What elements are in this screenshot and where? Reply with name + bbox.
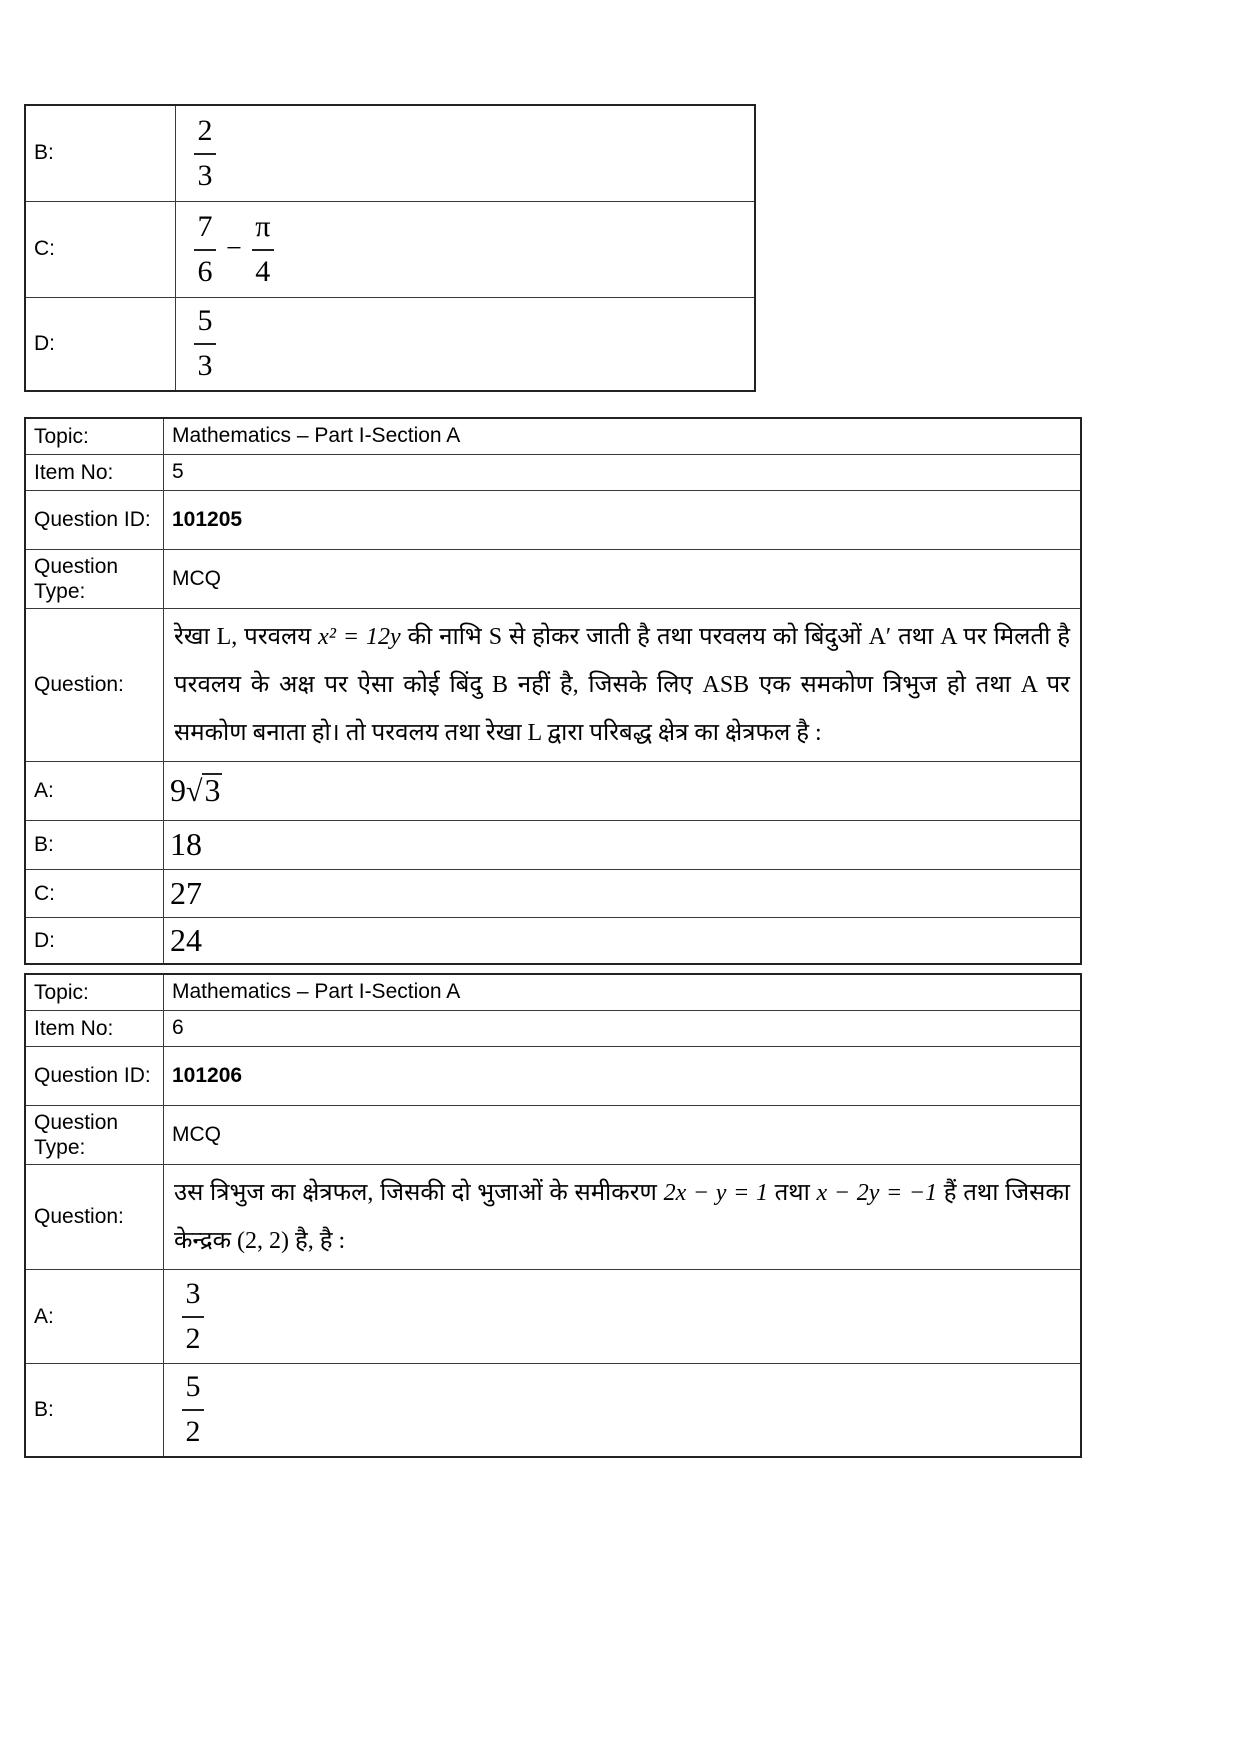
- option-label: B:: [25, 105, 176, 201]
- option-value: [176, 105, 756, 201]
- item-value: 6: [164, 1010, 1082, 1046]
- fraction: $\frac{2}{3}$: [194, 114, 216, 193]
- item-row: [25, 1010, 1081, 1046]
- question-type-value: MCQ: [164, 1105, 1082, 1164]
- option-row: [25, 201, 755, 297]
- option-row: [25, 297, 755, 391]
- question-id-value: 101205: [164, 490, 1082, 549]
- option-value: 27: [164, 869, 1082, 917]
- option-label: A:: [25, 1269, 164, 1363]
- question-id-row: [25, 490, 1081, 549]
- option-value: 18: [164, 820, 1082, 869]
- question-type-value: MCQ: [164, 549, 1082, 608]
- topic-value: Mathematics – Part I-Section A: [164, 418, 1082, 454]
- question-id-label: Question ID:: [25, 1046, 164, 1105]
- question-text: रेखा L, परवलय x² = 12y की नाभि S से होकर जाती है तथा परवलय को बिंदुओं A′ तथा A पर मिलती है परवलय के अक्ष पर ऐसा कोई बिंदु B नहीं है, जिसके लिए ASB एक समकोण त्रिभुज हो तथा A पर समकोण बनाता हो। तो परवलय तथा रेखा L द्वारा परिबद्ध क्षेत्र का क्षेत्रफल है :: [164, 608, 1082, 761]
- question-type-row: [25, 549, 1081, 608]
- option-value: [164, 1363, 1082, 1457]
- option-label: D:: [25, 297, 176, 391]
- question-type-row: [25, 1105, 1081, 1164]
- topic-row: [25, 974, 1081, 1010]
- fraction: $\frac{5}{2}$: [182, 1370, 204, 1449]
- fraction: $\frac{\pi}{4}$: [252, 210, 274, 289]
- topic-row: [25, 418, 1081, 454]
- option-value: 9√3: [164, 761, 1082, 820]
- question-text: उस त्रिभुज का क्षेत्रफल, जिसकी दो भुजाओं के समीकरण 2x − y = 1 तथा x − 2y = −1 हैं तथा जिसका केन्द्रक (2, 2) है, है :: [164, 1164, 1082, 1269]
- minus-sign: −: [226, 233, 242, 264]
- question-type-label: Question Type:: [25, 1105, 164, 1164]
- fraction: $\frac{5}{3}$: [194, 304, 216, 383]
- option-label: D:: [25, 917, 164, 964]
- option-value: [164, 1269, 1082, 1363]
- item-label: Item No:: [25, 454, 164, 490]
- question-id-value: 101206: [164, 1046, 1082, 1105]
- question-row: [25, 608, 1081, 761]
- question-label: Question:: [25, 1164, 164, 1269]
- topic-label: Topic:: [25, 418, 164, 454]
- question-id-row: [25, 1046, 1081, 1105]
- equation: x² = 12y: [318, 623, 401, 650]
- question-label: Question:: [25, 608, 164, 761]
- option-row: [25, 917, 1081, 964]
- question-6-table: [24, 973, 1082, 1458]
- topic-value: Mathematics – Part I-Section A: [164, 974, 1082, 1010]
- option-label: A:: [25, 761, 164, 820]
- prev-question-options-table: [24, 104, 756, 392]
- item-value: 5: [164, 454, 1082, 490]
- option-value: [176, 201, 756, 297]
- option-row: [25, 105, 755, 201]
- option-value: [176, 297, 756, 391]
- question-5-table: [24, 417, 1082, 965]
- fraction: $\frac{3}{2}$: [182, 1277, 204, 1356]
- option-value: 24: [164, 917, 1082, 964]
- option-row: [25, 820, 1081, 869]
- question-type-label: Question Type:: [25, 549, 164, 608]
- option-row: [25, 869, 1081, 917]
- option-label: B:: [25, 1363, 164, 1457]
- question-id-label: Question ID:: [25, 490, 164, 549]
- option-label: B:: [25, 820, 164, 869]
- option-row: [25, 1363, 1081, 1457]
- option-row: [25, 1269, 1081, 1363]
- fraction: $\frac{7}{6}$: [194, 210, 216, 289]
- item-row: [25, 454, 1081, 490]
- option-label: C:: [25, 201, 176, 297]
- item-label: Item No:: [25, 1010, 164, 1046]
- question-row: [25, 1164, 1081, 1269]
- option-label: C:: [25, 869, 164, 917]
- equation: x − 2y = −1: [816, 1179, 938, 1206]
- equation: 2x − y = 1: [663, 1179, 768, 1206]
- option-row: [25, 761, 1081, 820]
- topic-label: Topic:: [25, 974, 164, 1010]
